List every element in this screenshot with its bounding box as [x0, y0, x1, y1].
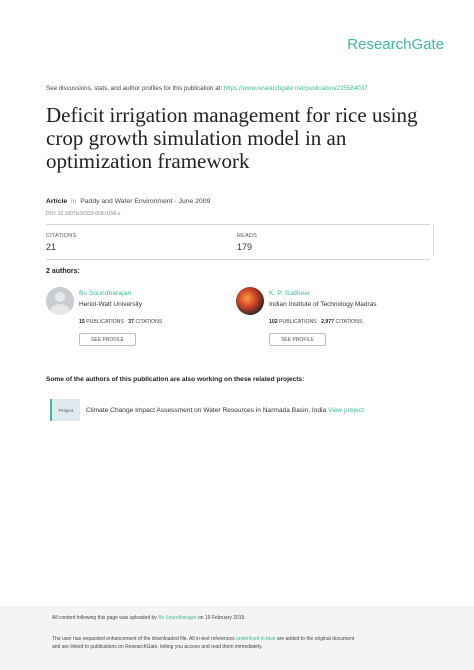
- notice-line2: and are linked to publications on ResearchGate, letting you access and read them immediately.: [52, 643, 263, 650]
- author-citations-label: CITATIONS: [334, 319, 363, 325]
- enhancement-notice: [52, 636, 354, 651]
- underlined-in-blue-link[interactable]: underlined in blue: [236, 636, 276, 642]
- upload-prefix: All content following this page was uploaded by: [52, 615, 159, 621]
- author-citations-label: CITATIONS: [134, 319, 163, 325]
- project-item: [86, 407, 364, 414]
- project-thumbnail[interactable]: Project: [50, 399, 80, 421]
- author-stats: [79, 319, 162, 325]
- researchgate-logo[interactable]: ResearchGate: [347, 36, 444, 53]
- stats-vertical-divider: [433, 224, 434, 256]
- upload-suffix: on 19 February 2015.: [196, 615, 246, 621]
- reads-value: 179: [237, 242, 253, 252]
- publication-title: Deficit irrigation management for rice using crop growth simulation model in an optimization framework: [46, 103, 418, 173]
- author-avatar[interactable]: [46, 287, 74, 315]
- author-citations-count: 2,977: [321, 319, 335, 325]
- journal-info: Paddy and Water Environment · June 2009: [80, 198, 211, 205]
- author-stats: [269, 319, 362, 325]
- author-publications-label: PUBLICATIONS: [277, 319, 317, 325]
- upload-notice: [52, 615, 246, 621]
- discussion-line: [46, 85, 368, 92]
- stats-top-divider: [46, 224, 430, 225]
- project-title: Climate Change Impact Assessment on Water Resources in Narmada Basin, India: [86, 407, 329, 414]
- author-name-link[interactable]: Bs Soundharajan: [79, 290, 132, 297]
- meta-in: in: [71, 198, 77, 205]
- author-citations-count: 37: [128, 319, 134, 325]
- see-profile-button[interactable]: SEE PROFILE: [269, 333, 326, 346]
- author-publications-count: 102: [269, 319, 278, 325]
- author-name-link[interactable]: K. P. Sudheer: [269, 290, 311, 297]
- publication-url-link[interactable]: https://www.researchgate.net/publication/225584037: [223, 85, 368, 92]
- stats-bottom-divider: [46, 259, 430, 260]
- related-projects-heading: Some of the authors of this publication are also working on these related projects:: [46, 376, 305, 383]
- publication-type: Article: [46, 198, 68, 205]
- author-institution: Indian Institute of Technology Madras: [269, 301, 377, 308]
- view-project-link[interactable]: View project: [328, 407, 364, 414]
- citations-label: CITATIONS: [46, 233, 77, 239]
- publication-meta: [46, 198, 210, 205]
- authors-heading: 2 authors:: [46, 268, 80, 275]
- author-publications-label: PUBLICATIONS: [84, 319, 124, 325]
- see-profile-button[interactable]: SEE PROFILE: [79, 333, 136, 346]
- author-avatar[interactable]: [236, 287, 264, 315]
- reads-label: READS: [237, 233, 257, 239]
- doi: DOI: 10.1007/s10333-009-0156-z: [46, 211, 121, 217]
- notice-line1-a: The user has requested enhancement of the downloaded file. All in-text references: [52, 636, 237, 642]
- author-publications-count: 15: [79, 319, 85, 325]
- notice-line1-b: are added to the original document: [275, 636, 355, 642]
- discussion-prefix: See discussions, stats, and author profiles for this publication at:: [46, 85, 224, 92]
- avatar-body-shape: [50, 304, 70, 315]
- avatar-head-shape: [55, 292, 65, 302]
- uploader-link[interactable]: Bs Soundharajan: [158, 615, 197, 621]
- author-institution: Heriot-Watt University: [79, 301, 142, 308]
- citations-value: 21: [46, 242, 57, 252]
